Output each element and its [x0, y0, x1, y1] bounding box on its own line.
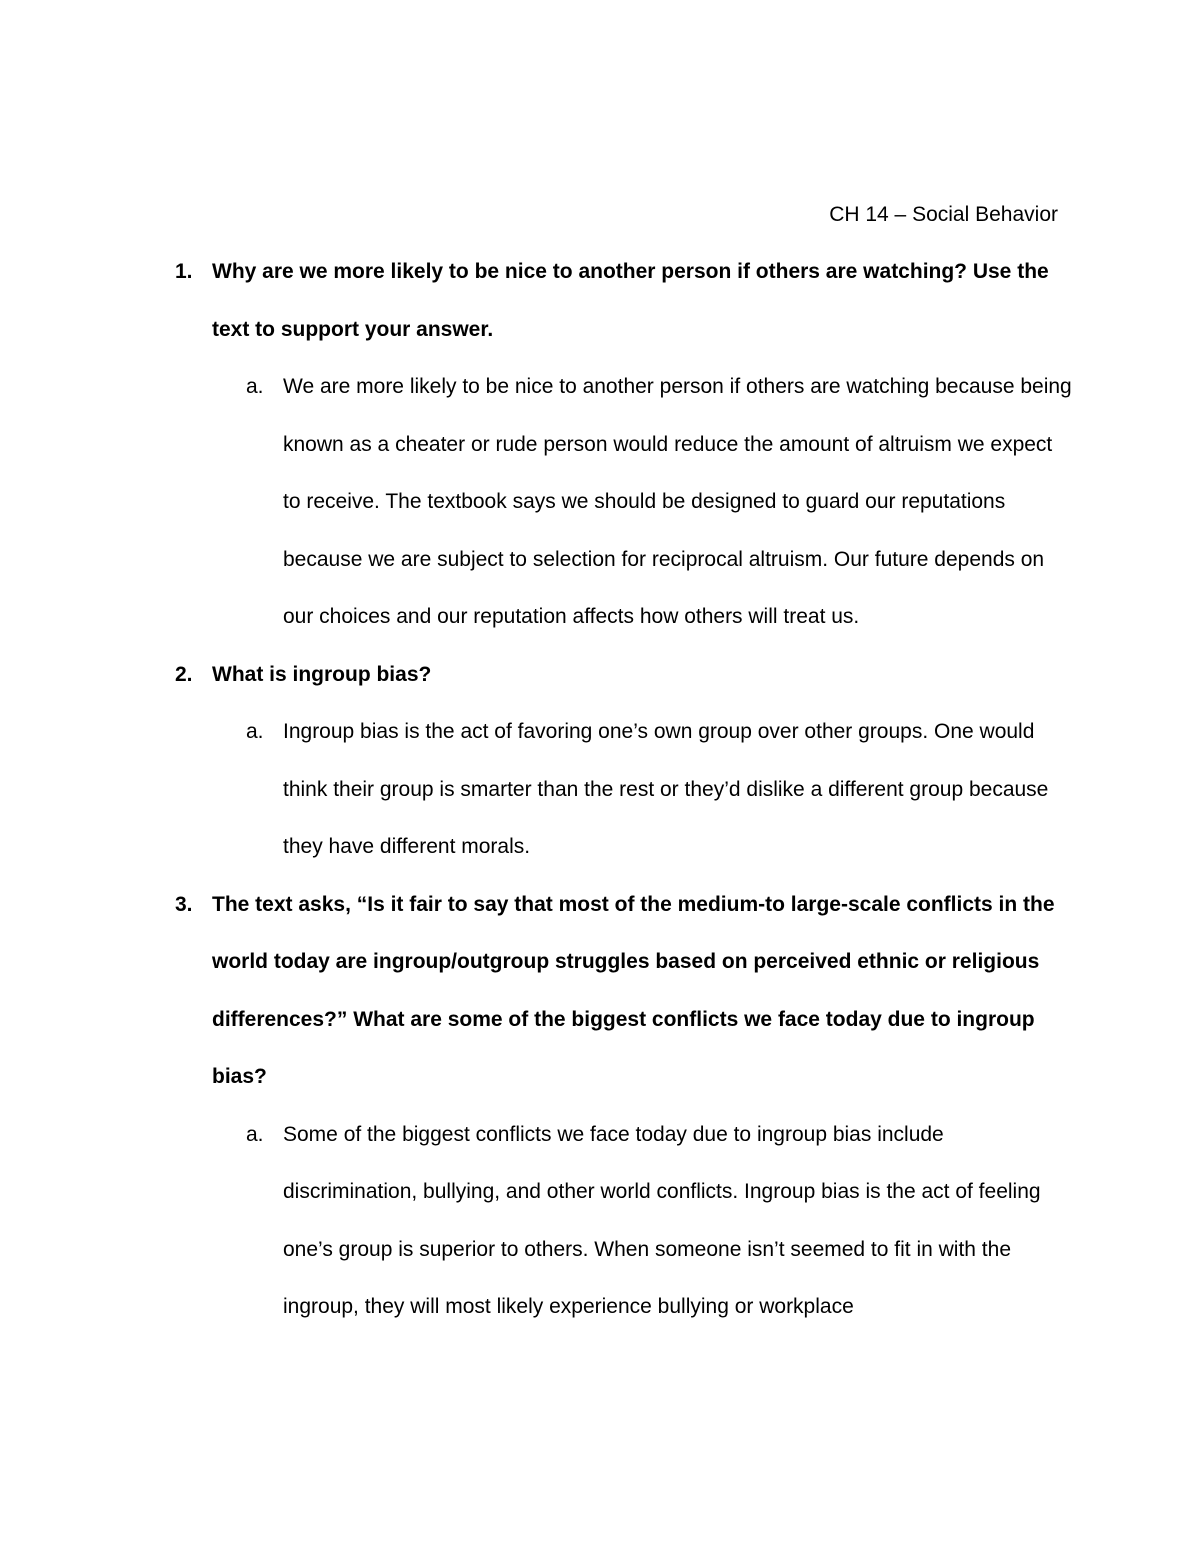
answer-3 [246, 1106, 1073, 1336]
question-text: The text asks, “Is it fair to say that most of the medium-to large-scale conflicts in the world today are ingroup/outgroup struggles based on perceived ethnic or religious differences?” What are some of the biggest conflicts we face today due to ingroup bias? [212, 892, 1055, 1088]
question-text: What is ingroup bias? [212, 662, 432, 686]
answer-text: We are more likely to be nice to another person if others are watching because being known as a cheater or rude person would reduce the amount of altruism we expect to receive. The textbook says we should be designed to guard our reputations because we are subject to selection for reciprocal altruism. Our future depends on our choices and our reputation affects how others will treat us. [283, 375, 1072, 628]
answer-text: Some of the biggest conflicts we face today due to ingroup bias include discrimination, bullying, and other world conflicts. Ingroup bias is the act of feeling one’s group is superior to others. When someone isn’t seemed to fit in with the ingroup, they will most likely experience bullying or workplace [283, 1122, 1041, 1318]
question-number: 2. [175, 662, 193, 686]
question-1 [175, 243, 1075, 358]
answer-2 [246, 703, 1073, 876]
answer-1 [246, 358, 1073, 646]
question-number: 3. [175, 892, 193, 916]
document-header: CH 14 – Social Behavior [829, 203, 1058, 226]
answer-text: Ingroup bias is the act of favoring one’s own group over other groups. One would think their group is smarter than the rest or they’d dislike a different group because they have different morals. [283, 720, 1049, 858]
question-number: 1. [175, 260, 193, 283]
answer-letter: a. [246, 375, 264, 398]
answer-letter: a. [246, 1122, 264, 1146]
question-3 [175, 876, 1075, 1106]
document-body [175, 243, 1075, 1336]
question-2 [175, 646, 1075, 704]
answer-letter: a. [246, 720, 264, 743]
question-text: Why are we more likely to be nice to another person if others are watching? Use the text to support your answer. [212, 260, 1049, 341]
